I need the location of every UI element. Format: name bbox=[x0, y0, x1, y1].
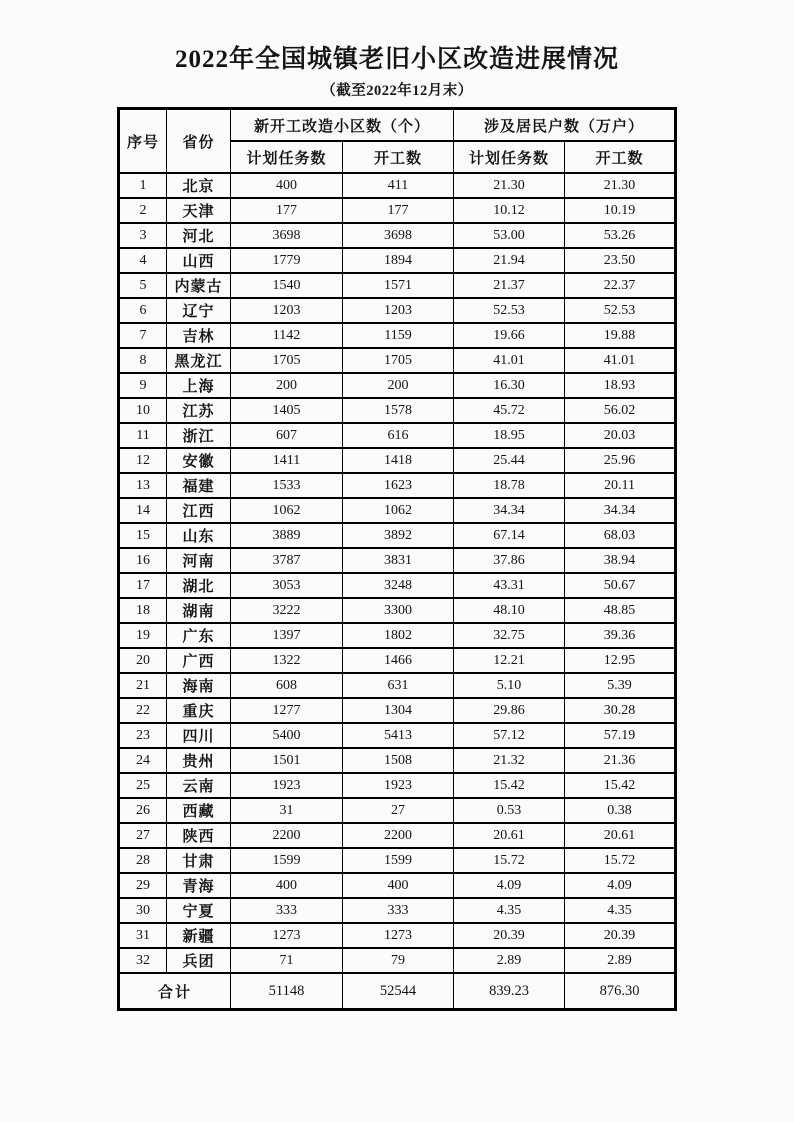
total-started-households: 876.30 bbox=[565, 973, 676, 1010]
table-row bbox=[118, 498, 675, 523]
cell-province: 辽宁 bbox=[166, 298, 230, 323]
cell-started-households: 0.38 bbox=[565, 798, 676, 823]
cell-planned-communities: 2200 bbox=[230, 823, 342, 848]
cell-planned-communities: 1501 bbox=[230, 748, 342, 773]
cell-started-households: 30.28 bbox=[565, 698, 676, 723]
cell-planned-households: 52.53 bbox=[454, 298, 565, 323]
cell-province: 西藏 bbox=[166, 798, 230, 823]
table-row bbox=[118, 773, 675, 798]
cell-province: 广西 bbox=[166, 648, 230, 673]
table-header bbox=[118, 109, 675, 174]
table-row bbox=[118, 623, 675, 648]
header-started-communities: 开工数 bbox=[342, 141, 453, 173]
cell-started-communities: 1599 bbox=[342, 848, 453, 873]
cell-planned-communities: 1533 bbox=[230, 473, 342, 498]
cell-planned-communities: 1923 bbox=[230, 773, 342, 798]
cell-index: 32 bbox=[118, 948, 166, 973]
cell-planned-communities: 5400 bbox=[230, 723, 342, 748]
cell-started-households: 56.02 bbox=[565, 398, 676, 423]
cell-planned-households: 37.86 bbox=[454, 548, 565, 573]
table-row bbox=[118, 523, 675, 548]
header-group-communities: 新开工改造小区数（个） bbox=[230, 109, 453, 142]
cell-index: 15 bbox=[118, 523, 166, 548]
cell-started-households: 52.53 bbox=[565, 298, 676, 323]
cell-province: 河南 bbox=[166, 548, 230, 573]
cell-province: 浙江 bbox=[166, 423, 230, 448]
table-row bbox=[118, 673, 675, 698]
cell-province: 江西 bbox=[166, 498, 230, 523]
cell-planned-households: 12.21 bbox=[454, 648, 565, 673]
cell-planned-communities: 1142 bbox=[230, 323, 342, 348]
total-label: 合计 bbox=[118, 973, 230, 1010]
cell-planned-communities: 177 bbox=[230, 198, 342, 223]
cell-planned-communities: 200 bbox=[230, 373, 342, 398]
total-planned-communities: 51148 bbox=[230, 973, 342, 1010]
cell-index: 19 bbox=[118, 623, 166, 648]
cell-planned-communities: 1322 bbox=[230, 648, 342, 673]
cell-index: 7 bbox=[118, 323, 166, 348]
cell-started-households: 18.93 bbox=[565, 373, 676, 398]
cell-started-households: 19.88 bbox=[565, 323, 676, 348]
table-row bbox=[118, 173, 675, 198]
cell-index: 12 bbox=[118, 448, 166, 473]
cell-index: 10 bbox=[118, 398, 166, 423]
cell-planned-households: 34.34 bbox=[454, 498, 565, 523]
table-row bbox=[118, 648, 675, 673]
cell-province: 内蒙古 bbox=[166, 273, 230, 298]
table-row bbox=[118, 798, 675, 823]
cell-started-households: 22.37 bbox=[565, 273, 676, 298]
cell-index: 23 bbox=[118, 723, 166, 748]
total-started-communities: 52544 bbox=[342, 973, 453, 1010]
cell-planned-households: 43.31 bbox=[454, 573, 565, 598]
cell-index: 4 bbox=[118, 248, 166, 273]
cell-index: 16 bbox=[118, 548, 166, 573]
cell-started-households: 20.11 bbox=[565, 473, 676, 498]
cell-planned-communities: 3889 bbox=[230, 523, 342, 548]
table-row bbox=[118, 323, 675, 348]
cell-started-households: 57.19 bbox=[565, 723, 676, 748]
cell-province: 海南 bbox=[166, 673, 230, 698]
cell-started-households: 23.50 bbox=[565, 248, 676, 273]
cell-started-households: 50.67 bbox=[565, 573, 676, 598]
cell-planned-households: 4.09 bbox=[454, 873, 565, 898]
cell-province: 湖南 bbox=[166, 598, 230, 623]
cell-index: 31 bbox=[118, 923, 166, 948]
cell-started-communities: 3300 bbox=[342, 598, 453, 623]
cell-planned-households: 4.35 bbox=[454, 898, 565, 923]
cell-planned-households: 16.30 bbox=[454, 373, 565, 398]
cell-started-communities: 1623 bbox=[342, 473, 453, 498]
page-subtitle: （截至2022年12月末） bbox=[321, 83, 473, 99]
cell-started-communities: 2200 bbox=[342, 823, 453, 848]
cell-planned-communities: 1397 bbox=[230, 623, 342, 648]
cell-province: 山西 bbox=[166, 248, 230, 273]
cell-started-households: 12.95 bbox=[565, 648, 676, 673]
cell-province: 北京 bbox=[166, 173, 230, 198]
cell-started-communities: 177 bbox=[342, 198, 453, 223]
cell-started-communities: 333 bbox=[342, 898, 453, 923]
cell-started-communities: 1273 bbox=[342, 923, 453, 948]
cell-province: 吉林 bbox=[166, 323, 230, 348]
cell-started-communities: 3248 bbox=[342, 573, 453, 598]
table-row bbox=[118, 548, 675, 573]
cell-index: 2 bbox=[118, 198, 166, 223]
cell-planned-households: 0.53 bbox=[454, 798, 565, 823]
cell-started-households: 20.61 bbox=[565, 823, 676, 848]
cell-planned-households: 20.61 bbox=[454, 823, 565, 848]
cell-index: 6 bbox=[118, 298, 166, 323]
table-row bbox=[118, 248, 675, 273]
cell-planned-households: 57.12 bbox=[454, 723, 565, 748]
table-row bbox=[118, 198, 675, 223]
cell-index: 14 bbox=[118, 498, 166, 523]
cell-started-communities: 200 bbox=[342, 373, 453, 398]
cell-planned-households: 15.72 bbox=[454, 848, 565, 873]
cell-started-communities: 1508 bbox=[342, 748, 453, 773]
cell-index: 30 bbox=[118, 898, 166, 923]
cell-planned-households: 48.10 bbox=[454, 598, 565, 623]
table-row bbox=[118, 923, 675, 948]
cell-index: 24 bbox=[118, 748, 166, 773]
cell-planned-communities: 608 bbox=[230, 673, 342, 698]
header-planned-communities: 计划任务数 bbox=[230, 141, 342, 173]
cell-index: 11 bbox=[118, 423, 166, 448]
cell-province: 山东 bbox=[166, 523, 230, 548]
cell-started-households: 25.96 bbox=[565, 448, 676, 473]
cell-province: 湖北 bbox=[166, 573, 230, 598]
cell-index: 26 bbox=[118, 798, 166, 823]
total-row bbox=[118, 973, 675, 1010]
cell-started-households: 53.26 bbox=[565, 223, 676, 248]
cell-started-communities: 1802 bbox=[342, 623, 453, 648]
cell-planned-households: 41.01 bbox=[454, 348, 565, 373]
cell-planned-households: 67.14 bbox=[454, 523, 565, 548]
table-row bbox=[118, 848, 675, 873]
cell-started-households: 34.34 bbox=[565, 498, 676, 523]
cell-province: 四川 bbox=[166, 723, 230, 748]
cell-index: 3 bbox=[118, 223, 166, 248]
cell-province: 新疆 bbox=[166, 923, 230, 948]
cell-planned-households: 21.32 bbox=[454, 748, 565, 773]
cell-planned-households: 45.72 bbox=[454, 398, 565, 423]
cell-province: 黑龙江 bbox=[166, 348, 230, 373]
cell-started-households: 15.72 bbox=[565, 848, 676, 873]
cell-started-communities: 1062 bbox=[342, 498, 453, 523]
cell-planned-households: 21.30 bbox=[454, 173, 565, 198]
header-row-groups bbox=[118, 109, 675, 142]
cell-index: 21 bbox=[118, 673, 166, 698]
table-row bbox=[118, 723, 675, 748]
cell-started-households: 68.03 bbox=[565, 523, 676, 548]
cell-started-households: 2.89 bbox=[565, 948, 676, 973]
total-planned-households: 839.23 bbox=[454, 973, 565, 1010]
cell-planned-communities: 1273 bbox=[230, 923, 342, 948]
cell-index: 28 bbox=[118, 848, 166, 873]
table-body bbox=[118, 173, 675, 973]
cell-province: 广东 bbox=[166, 623, 230, 648]
cell-started-communities: 1159 bbox=[342, 323, 453, 348]
cell-started-communities: 5413 bbox=[342, 723, 453, 748]
cell-started-households: 20.39 bbox=[565, 923, 676, 948]
cell-planned-communities: 607 bbox=[230, 423, 342, 448]
cell-started-communities: 616 bbox=[342, 423, 453, 448]
cell-index: 25 bbox=[118, 773, 166, 798]
table-row bbox=[118, 948, 675, 973]
cell-index: 22 bbox=[118, 698, 166, 723]
cell-started-households: 21.30 bbox=[565, 173, 676, 198]
cell-planned-communities: 3222 bbox=[230, 598, 342, 623]
cell-started-households: 39.36 bbox=[565, 623, 676, 648]
header-index: 序号 bbox=[118, 109, 166, 174]
cell-index: 18 bbox=[118, 598, 166, 623]
cell-planned-households: 10.12 bbox=[454, 198, 565, 223]
header-province: 省份 bbox=[166, 109, 230, 174]
header-group-households: 涉及居民户数（万户） bbox=[454, 109, 676, 142]
cell-started-communities: 27 bbox=[342, 798, 453, 823]
cell-planned-communities: 1705 bbox=[230, 348, 342, 373]
header-planned-households: 计划任务数 bbox=[454, 141, 565, 173]
cell-planned-households: 20.39 bbox=[454, 923, 565, 948]
cell-planned-communities: 3787 bbox=[230, 548, 342, 573]
table-row bbox=[118, 348, 675, 373]
cell-started-households: 10.19 bbox=[565, 198, 676, 223]
table-row bbox=[118, 573, 675, 598]
cell-planned-households: 25.44 bbox=[454, 448, 565, 473]
cell-province: 青海 bbox=[166, 873, 230, 898]
header-started-households: 开工数 bbox=[565, 141, 676, 173]
table-row bbox=[118, 373, 675, 398]
cell-started-communities: 1894 bbox=[342, 248, 453, 273]
cell-started-households: 38.94 bbox=[565, 548, 676, 573]
cell-province: 贵州 bbox=[166, 748, 230, 773]
cell-started-households: 15.42 bbox=[565, 773, 676, 798]
renovation-progress-table bbox=[117, 107, 677, 1011]
cell-province: 云南 bbox=[166, 773, 230, 798]
cell-planned-households: 15.42 bbox=[454, 773, 565, 798]
cell-started-communities: 79 bbox=[342, 948, 453, 973]
cell-started-households: 48.85 bbox=[565, 598, 676, 623]
cell-planned-communities: 333 bbox=[230, 898, 342, 923]
cell-started-communities: 1705 bbox=[342, 348, 453, 373]
cell-province: 甘肃 bbox=[166, 848, 230, 873]
table-row bbox=[118, 423, 675, 448]
cell-started-households: 41.01 bbox=[565, 348, 676, 373]
table-row bbox=[118, 223, 675, 248]
cell-index: 8 bbox=[118, 348, 166, 373]
cell-index: 9 bbox=[118, 373, 166, 398]
cell-province: 江苏 bbox=[166, 398, 230, 423]
cell-planned-households: 19.66 bbox=[454, 323, 565, 348]
cell-index: 13 bbox=[118, 473, 166, 498]
cell-province: 福建 bbox=[166, 473, 230, 498]
cell-planned-communities: 1411 bbox=[230, 448, 342, 473]
cell-index: 1 bbox=[118, 173, 166, 198]
cell-planned-communities: 1277 bbox=[230, 698, 342, 723]
cell-started-communities: 3698 bbox=[342, 223, 453, 248]
cell-started-households: 4.35 bbox=[565, 898, 676, 923]
cell-planned-households: 32.75 bbox=[454, 623, 565, 648]
cell-started-households: 20.03 bbox=[565, 423, 676, 448]
cell-started-communities: 3831 bbox=[342, 548, 453, 573]
cell-planned-households: 29.86 bbox=[454, 698, 565, 723]
cell-started-communities: 1466 bbox=[342, 648, 453, 673]
cell-started-communities: 1304 bbox=[342, 698, 453, 723]
cell-started-communities: 1571 bbox=[342, 273, 453, 298]
cell-index: 20 bbox=[118, 648, 166, 673]
table-row bbox=[118, 598, 675, 623]
cell-planned-households: 2.89 bbox=[454, 948, 565, 973]
table-row bbox=[118, 273, 675, 298]
cell-planned-households: 21.94 bbox=[454, 248, 565, 273]
cell-planned-households: 18.95 bbox=[454, 423, 565, 448]
cell-province: 重庆 bbox=[166, 698, 230, 723]
cell-planned-households: 53.00 bbox=[454, 223, 565, 248]
table-row bbox=[118, 298, 675, 323]
cell-planned-communities: 3698 bbox=[230, 223, 342, 248]
cell-started-communities: 1578 bbox=[342, 398, 453, 423]
table-row bbox=[118, 448, 675, 473]
cell-started-communities: 1923 bbox=[342, 773, 453, 798]
cell-province: 安徽 bbox=[166, 448, 230, 473]
cell-planned-households: 5.10 bbox=[454, 673, 565, 698]
table-row bbox=[118, 823, 675, 848]
table-row bbox=[118, 473, 675, 498]
cell-index: 29 bbox=[118, 873, 166, 898]
cell-index: 17 bbox=[118, 573, 166, 598]
cell-planned-communities: 400 bbox=[230, 873, 342, 898]
table-row bbox=[118, 698, 675, 723]
cell-province: 河北 bbox=[166, 223, 230, 248]
cell-province: 上海 bbox=[166, 373, 230, 398]
cell-province: 宁夏 bbox=[166, 898, 230, 923]
cell-planned-communities: 3053 bbox=[230, 573, 342, 598]
page-title: 2022年全国城镇老旧小区改造进展情况 bbox=[174, 46, 619, 73]
cell-planned-households: 21.37 bbox=[454, 273, 565, 298]
cell-started-households: 21.36 bbox=[565, 748, 676, 773]
cell-started-communities: 3892 bbox=[342, 523, 453, 548]
cell-started-communities: 1203 bbox=[342, 298, 453, 323]
cell-started-communities: 400 bbox=[342, 873, 453, 898]
table-row bbox=[118, 898, 675, 923]
table-row bbox=[118, 748, 675, 773]
cell-planned-communities: 1405 bbox=[230, 398, 342, 423]
cell-planned-communities: 400 bbox=[230, 173, 342, 198]
cell-planned-communities: 1203 bbox=[230, 298, 342, 323]
cell-planned-communities: 1599 bbox=[230, 848, 342, 873]
cell-started-communities: 411 bbox=[342, 173, 453, 198]
table-row bbox=[118, 873, 675, 898]
cell-planned-communities: 1540 bbox=[230, 273, 342, 298]
cell-planned-households: 18.78 bbox=[454, 473, 565, 498]
cell-planned-communities: 1779 bbox=[230, 248, 342, 273]
table-footer bbox=[118, 973, 675, 1010]
cell-index: 27 bbox=[118, 823, 166, 848]
cell-province: 陕西 bbox=[166, 823, 230, 848]
cell-planned-communities: 1062 bbox=[230, 498, 342, 523]
cell-started-households: 5.39 bbox=[565, 673, 676, 698]
cell-planned-communities: 71 bbox=[230, 948, 342, 973]
cell-index: 5 bbox=[118, 273, 166, 298]
cell-started-communities: 1418 bbox=[342, 448, 453, 473]
cell-started-communities: 631 bbox=[342, 673, 453, 698]
cell-province: 兵团 bbox=[166, 948, 230, 973]
table-row bbox=[118, 398, 675, 423]
cell-province: 天津 bbox=[166, 198, 230, 223]
cell-planned-communities: 31 bbox=[230, 798, 342, 823]
cell-started-households: 4.09 bbox=[565, 873, 676, 898]
